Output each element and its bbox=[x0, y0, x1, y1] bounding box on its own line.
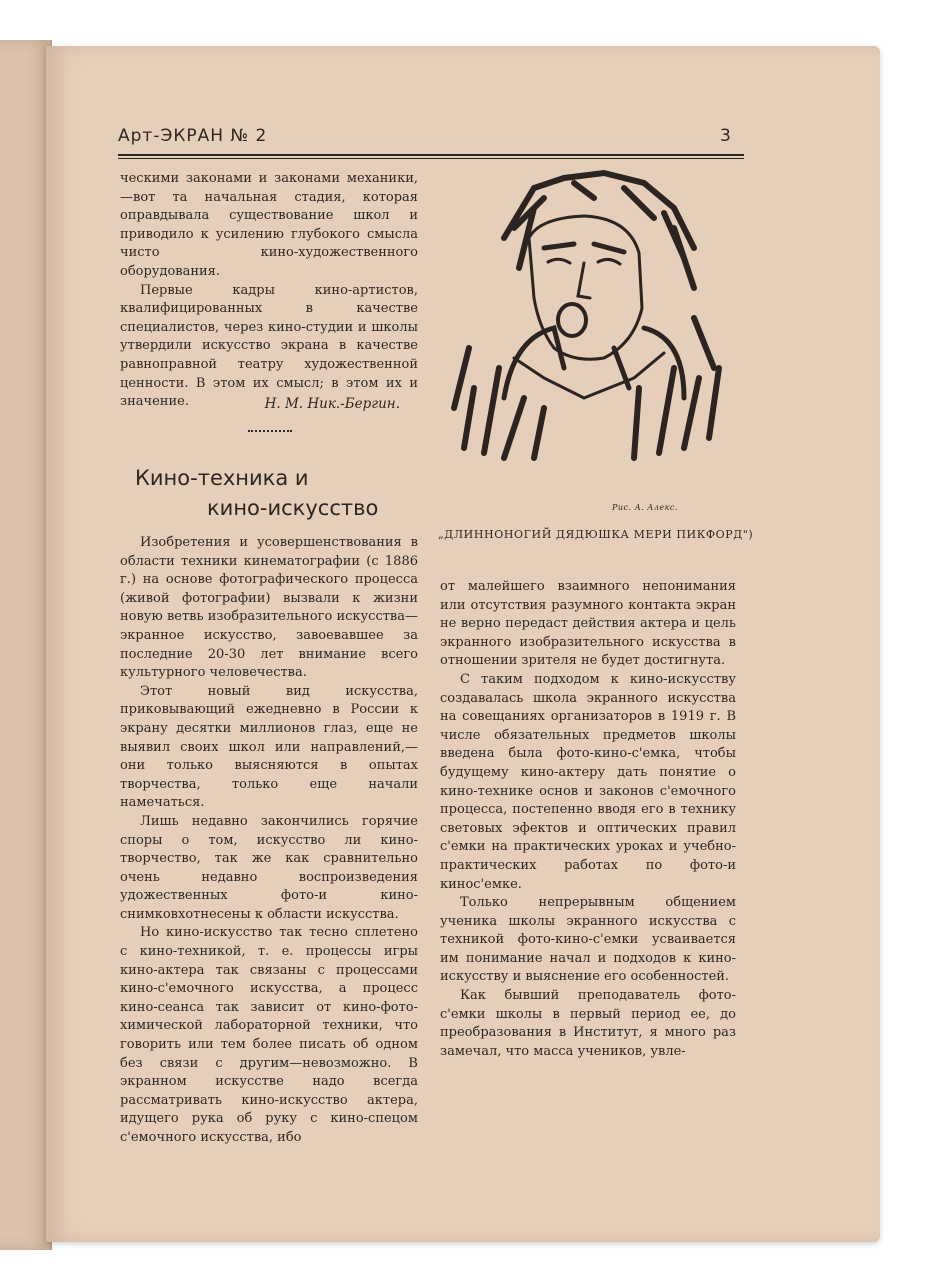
paragraph: С таким подходом к кино-искусству создавалась школа экранного искусства на совещаниях организаторов в 1919 г. В числе обязательных предметов школы введена была фото-кино-с'емка, чтобы будущему кино-актеру дать понятие о кино-технике основ и законов с'емочного процесса, постепенно вводя его в технику световых эфектов и оптических правил с'емки на практических уроках и учебно-практических работах по фото-и кинос'емке. bbox=[440, 671, 736, 892]
article-title-line-2: кино-искусство bbox=[207, 496, 379, 520]
illustration-credit: Рис. А. Алекс. bbox=[612, 503, 678, 512]
page-number: 3 bbox=[720, 126, 731, 146]
paragraph: Но кино-искусство так тесно сплетено с кино-техникой, т. е. процессы игры кино-актера так связаны с процессами кино-с'емочного искусства, а процесс кино-сеанса так зависит от кино-фото-химической лабораторной техники, что говорить или тем более писать об одном без связи с другим—невозможно. В экранном искусстве надо всегда рассматривать кино-искусство актера, идущего рука об руку с кино-спецом с'емочного искусства, ибо bbox=[120, 925, 418, 1145]
open-mouth bbox=[558, 304, 586, 336]
top-column bbox=[120, 170, 418, 412]
dotted-separator bbox=[248, 430, 292, 432]
nose bbox=[578, 263, 590, 298]
article-title-line-1: Кино-техника и bbox=[135, 466, 309, 490]
brows bbox=[544, 244, 624, 252]
paragraph: от малейшего взаимного непонимания или отсутствия разумного контакта экран не верно передаст действия актера и цель экранного изобразительного искусства в отношении зрителя не будет достигнута. bbox=[440, 579, 736, 669]
left-page-edge bbox=[0, 40, 52, 1250]
paragraph: ческими законами и законами механики,—вот та начальная стадия, которая оправдывала существование школ и приводило к усилению глубокого смысла чисто кино-художественного оборудования. bbox=[120, 171, 418, 279]
paragraph: Только непрерывным общением ученика школы экранного искусства с техникой фото-кино-с'емки усваивается им понимание начал и подходов к кино-искусству и выяснение его особенностей. bbox=[440, 895, 736, 985]
face-outline bbox=[529, 216, 642, 359]
magazine-header-title: Арт-ЭКРАН № 2 bbox=[118, 126, 268, 146]
woodcut-illustration bbox=[444, 168, 736, 468]
paragraph: Как бывший преподаватель фото-с'емки школы в первый период ее, до преобразования в Институт, я много раз замечал, что масса учеников, увле- bbox=[440, 988, 736, 1059]
screaming-woman-illustration bbox=[444, 168, 736, 468]
article-left-column bbox=[120, 534, 418, 1148]
paragraph: Изобретения и усовершенствования в области техники кинематографии (с 1886 г.) на основе фотографического процесса (живой фотографии) вызвали к жизни новую ветвь изобразительного искусства—экранное искусство, завоевавшее за последние 20-30 лет внимание всего культурного человечества. bbox=[120, 535, 418, 681]
coat-stripes bbox=[454, 318, 719, 458]
paragraph: Этот новый вид искусства, приковывающий ежедневно в России к экрану десятки миллионов глаз, еще не выявил своих школ или направлений,—они только выясняются в опытах творчества, только еще начали намечаться. bbox=[120, 683, 418, 811]
author-signature: Н. М. Ник.-Бергин. bbox=[264, 396, 400, 412]
illustration-caption: „ДЛИННОНОГИЙ ДЯДЮШКА МЕРИ ПИКФОРД") bbox=[438, 528, 754, 541]
paragraph: Первые кадры кино-артистов, квалифицированных в качестве специалистов, через кино-студии и школы утвердили искусство экрана в качестве равноправной театру художественной ценности. В этом их смысл; в этом их и значение. bbox=[120, 282, 418, 410]
article-right-column bbox=[440, 578, 736, 1061]
header-rule bbox=[118, 154, 744, 159]
hands bbox=[504, 328, 684, 398]
paragraph: Лишь недавно закончились горячие споры о том, искусство ли кино-творчество, так же как сравнительно очень недавно воспроизведения удожественных фото-и кино-снимковхотнесены к области искусства. bbox=[120, 813, 418, 922]
